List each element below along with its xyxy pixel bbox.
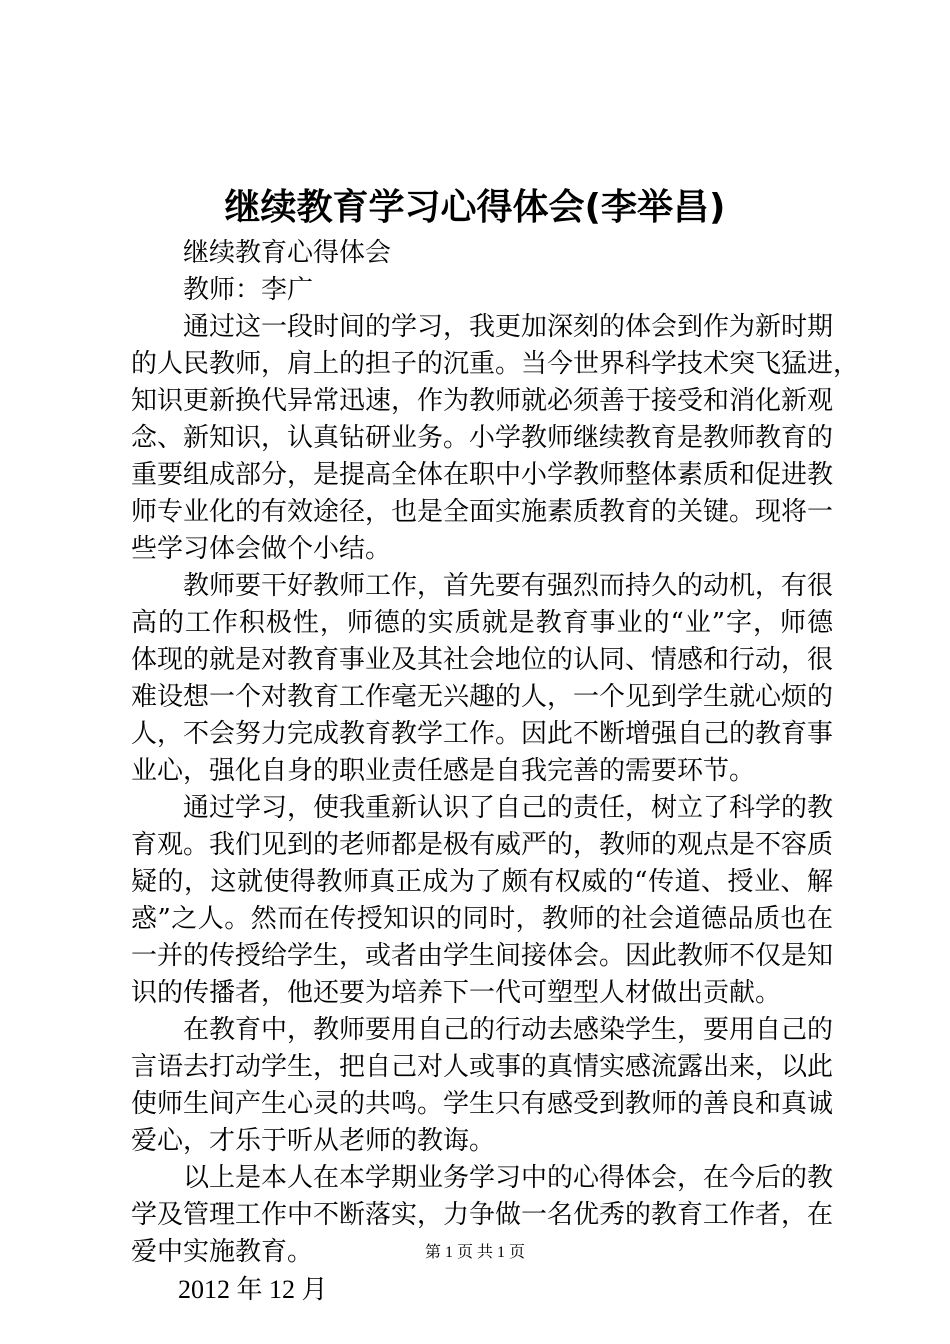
paragraph-line: 人，不会努力完成教育教学工作。因此不断增强自己的教育事 [131,719,834,749]
paragraph [131,568,833,790]
subtitle: 继续教育心得体会 [183,238,392,268]
document-body [131,235,860,1308]
paragraph-line: 的人民教师，肩上的担子的沉重。当今世界科学技术突飞猛进， [131,349,860,379]
paragraph-line: 业心，强化自身的职业责任感是自我完善的需要环节。 [131,756,756,786]
paragraph-line: 疑的，这就使得教师真正成为了颇有权威的“传道、授业、解 [131,867,833,897]
paragraph-line: 通过这一段时间的学习，我更加深刻的体会到作为新时期 [183,312,834,342]
paragraph-line: 学及管理工作中不断落实，力争做一名优秀的教育工作者，在 [131,1200,834,1230]
paragraph [131,309,860,568]
paragraph [131,1012,833,1160]
paragraph-line: 使师生间产生心灵的共鸣。学生只有感受到教师的善良和真诚 [131,1089,834,1119]
author-line: 教师：李广 [183,275,314,305]
paragraph-line: 以上是本人在本学期业务学习中的心得体会，在今后的教 [183,1163,834,1193]
paragraph-line: 体现的就是对教育事业及其社会地位的认同、情感和行动，很 [131,645,834,675]
paragraph-line: 育观。我们见到的老师都是极有威严的，教师的观点是不容质 [131,830,834,860]
paragraph-line: 教师要干好教师工作，首先要有强烈而持久的动机，有很 [183,571,834,601]
paragraph-line: 知识更新换代异常迅速，作为教师就必须善于接受和消化新观 [131,386,834,416]
paragraph-line: 难设想一个对教育工作毫无兴趣的人，一个见到学生就心烦的 [131,682,834,712]
page-footer: 第 1 页 共 1 页 [424,1244,525,1261]
paragraph-line: 重要组成部分，是提高全体在职中小学教师整体素质和促进教 [131,460,834,490]
paragraph-line: 惑”之人。然而在传授知识的同时，教师的社会道德品质也在 [131,904,833,934]
paragraph-line: 念、新知识，认真钻研业务。小学教师继续教育是教师教育的 [131,423,834,453]
page-title: 继续教育学习心得体会(李举昌) [224,187,726,228]
paragraph-line: 爱中实施教育。 [131,1237,314,1267]
paragraph-line: 师专业化的有效途径，也是全面实施素质教育的关键。现将一 [131,497,834,527]
paragraph-line: 爱心，才乐于听从老师的教诲。 [131,1126,496,1156]
paragraph-line: 通过学习，使我重新认识了自己的责任，树立了科学的教 [183,793,834,823]
paragraph-line: 些学习体会做个小结。 [131,534,392,564]
paragraph-line: 在教育中，教师要用自己的行动去感染学生，要用自己的 [183,1015,834,1045]
paragraph-line: 一并的传授给学生，或者由学生间接体会。因此教师不仅是知 [131,941,834,971]
paragraph-line: 识的传播者，他还要为培养下一代可塑型人材做出贡献。 [131,978,782,1008]
date-line: 2012 年 12 月 [178,1275,328,1304]
paragraph-line: 言语去打动学生，把自己对人或事的真情实感流露出来，以此 [131,1052,834,1082]
paragraphs [131,309,860,1271]
paragraph [131,790,833,1012]
paragraph-line: 高的工作积极性，师德的实质就是教育事业的“业”字，师德 [131,608,833,638]
